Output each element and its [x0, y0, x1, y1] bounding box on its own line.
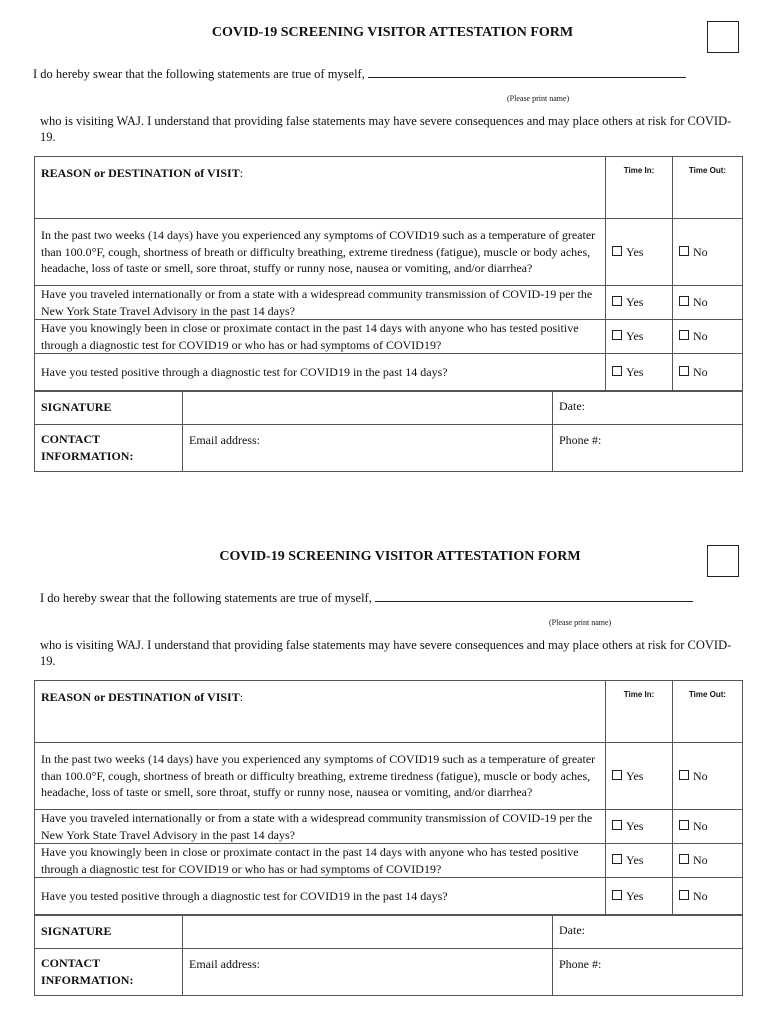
checkbox-icon[interactable] — [679, 246, 689, 256]
name-field[interactable] — [368, 67, 686, 78]
no-option-1[interactable] — [673, 219, 743, 286]
attestation-form-1 — [0, 0, 770, 500]
question-1: In the past two weeks (14 days) have you experienced any symptoms of COVID19 such as a temperature of greater than 100.0°F, cough, shortness of breath or difficulty breathing, extreme tiredness (fatigue), muscle or body aches, headache, loss of taste or smell, sore throat, stuffy or runny nose, nausea or vomiting, and/or diarrhea? — [35, 219, 606, 286]
yes-option-3[interactable] — [606, 320, 673, 354]
yes-option-4[interactable] — [606, 878, 673, 916]
no-option-4[interactable] — [673, 354, 743, 392]
checkbox-icon[interactable] — [679, 366, 689, 376]
phone-field[interactable] — [553, 949, 743, 996]
print-name-caption: (Please print name) — [507, 94, 570, 103]
reason-colon: : — [239, 166, 244, 180]
checkbox-icon[interactable] — [612, 820, 622, 830]
no-option-2[interactable] — [673, 286, 743, 320]
question-4: Have you tested positive through a diagnostic test for COVID19 in the past 14 days? — [35, 354, 606, 392]
visiting-statement: who is visiting WAJ. I understand that providing false statements may have severe consequences and may place others at risk for COVID-19. — [40, 638, 732, 668]
no-option-2[interactable] — [673, 810, 743, 844]
email-field[interactable] — [183, 949, 553, 996]
yes-label: Yes — [626, 295, 644, 310]
time-out-label: Time Out: — [688, 166, 727, 175]
time-out-field[interactable] — [673, 157, 743, 219]
yes-label: Yes — [626, 244, 644, 259]
yes-option-2[interactable] — [606, 286, 673, 320]
checkbox-icon[interactable] — [612, 330, 622, 340]
question-2: Have you traveled internationally or from a state with a widespread community transmission of COVID-19 per the New York State Travel Advisory in the past 14 days? — [35, 286, 606, 320]
yes-option-2[interactable] — [606, 810, 673, 844]
no-option-1[interactable] — [673, 743, 743, 810]
question-3: Have you knowingly been in close or proximate contact in the past 14 days with anyone who has tested positive through a diagnostic test for COVID19 or who has or had symptoms of COVID19? — [35, 320, 606, 354]
swear-text: I do hereby swear that the following statements are true of myself, — [40, 591, 372, 605]
date-label: Date: — [559, 923, 585, 937]
attestation-form-2 — [0, 524, 770, 1024]
form-title: COVID-19 SCREENING VISITOR ATTESTATION FORM — [211, 25, 574, 40]
time-in-label: Time In: — [623, 690, 655, 699]
time-in-label: Time In: — [623, 166, 655, 175]
signature-table — [34, 914, 743, 996]
no-label: No — [693, 329, 708, 344]
signature-label: SIGNATURE — [35, 391, 183, 425]
reason-colon: : — [239, 690, 244, 704]
signature-field[interactable] — [183, 915, 553, 949]
no-option-4[interactable] — [673, 878, 743, 916]
yes-option-1[interactable] — [606, 743, 673, 810]
name-field[interactable] — [375, 591, 693, 602]
question-3: Have you knowingly been in close or proximate contact in the past 14 days with anyone who has tested positive through a diagnostic test for COVID19 or who has or had symptoms of COVID19? — [35, 844, 606, 878]
screening-table — [34, 680, 743, 916]
yes-option-4[interactable] — [606, 354, 673, 392]
checkbox-icon[interactable] — [612, 366, 622, 376]
no-label: No — [693, 889, 708, 904]
checkbox-icon[interactable] — [612, 890, 622, 900]
yes-label: Yes — [626, 768, 644, 783]
checkbox-icon[interactable] — [612, 246, 622, 256]
email-field[interactable] — [183, 425, 553, 472]
checkbox-icon[interactable] — [679, 890, 689, 900]
no-label: No — [693, 244, 708, 259]
swear-statement — [33, 67, 686, 82]
question-1: In the past two weeks (14 days) have you experienced any symptoms of COVID19 such as a temperature of greater than 100.0°F, cough, shortness of breath or difficulty breathing, extreme tiredness (fatigue), muscle or body aches, headache, loss of taste or smell, sore throat, stuffy or runny nose, nausea or vomiting, and/or diarrhea? — [35, 743, 606, 810]
signature-field[interactable] — [183, 391, 553, 425]
contact-label: CONTACT INFORMATION: — [35, 949, 183, 996]
phone-label: Phone #: — [559, 433, 602, 447]
yes-option-3[interactable] — [606, 844, 673, 878]
no-label: No — [693, 819, 708, 834]
checkbox-icon[interactable] — [612, 296, 622, 306]
signature-table — [34, 390, 743, 472]
reason-field[interactable] — [35, 157, 606, 219]
yes-label: Yes — [626, 329, 644, 344]
checkbox-icon[interactable] — [679, 330, 689, 340]
time-in-field[interactable] — [606, 157, 673, 219]
office-use-box[interactable] — [707, 21, 739, 53]
date-field[interactable] — [553, 391, 743, 425]
checkbox-icon[interactable] — [612, 854, 622, 864]
no-label: No — [693, 365, 708, 380]
checkbox-icon[interactable] — [679, 296, 689, 306]
no-option-3[interactable] — [673, 844, 743, 878]
no-label: No — [693, 295, 708, 310]
yes-label: Yes — [626, 365, 644, 380]
time-in-field[interactable] — [606, 681, 673, 743]
date-field[interactable] — [553, 915, 743, 949]
swear-statement — [40, 591, 693, 606]
date-label: Date: — [559, 399, 585, 413]
reason-label: REASON or DESTINATION of VISIT — [41, 690, 240, 704]
signature-label: SIGNATURE — [35, 915, 183, 949]
contact-label: CONTACT INFORMATION: — [35, 425, 183, 472]
time-out-label: Time Out: — [688, 690, 727, 699]
checkbox-icon[interactable] — [679, 770, 689, 780]
checkbox-icon[interactable] — [612, 770, 622, 780]
question-4: Have you tested positive through a diagnostic test for COVID19 in the past 14 days? — [35, 878, 606, 916]
yes-label: Yes — [626, 853, 644, 868]
reason-field[interactable] — [35, 681, 606, 743]
email-label: Email address: — [189, 433, 260, 447]
visiting-statement: who is visiting WAJ. I understand that providing false statements may have severe consequences and may place others at risk for COVID-19. — [40, 114, 732, 144]
checkbox-icon[interactable] — [679, 820, 689, 830]
print-name-caption: (Please print name) — [549, 618, 612, 627]
question-2: Have you traveled internationally or from a state with a widespread community transmission of COVID-19 per the New York State Travel Advisory in the past 14 days? — [35, 810, 606, 844]
form-title: COVID-19 SCREENING VISITOR ATTESTATION FORM — [219, 549, 581, 564]
email-label: Email address: — [189, 957, 260, 971]
swear-text: I do hereby swear that the following statements are true of myself, — [33, 67, 365, 81]
reason-label: REASON or DESTINATION of VISIT — [41, 166, 240, 180]
yes-label: Yes — [626, 819, 644, 834]
office-use-box[interactable] — [707, 545, 739, 577]
time-out-field[interactable] — [673, 681, 743, 743]
no-label: No — [693, 853, 708, 868]
phone-field[interactable] — [553, 425, 743, 472]
yes-option-1[interactable] — [606, 219, 673, 286]
screening-table — [34, 156, 743, 392]
checkbox-icon[interactable] — [679, 854, 689, 864]
yes-label: Yes — [626, 889, 644, 904]
no-option-3[interactable] — [673, 320, 743, 354]
phone-label: Phone #: — [559, 957, 602, 971]
no-label: No — [693, 768, 708, 783]
